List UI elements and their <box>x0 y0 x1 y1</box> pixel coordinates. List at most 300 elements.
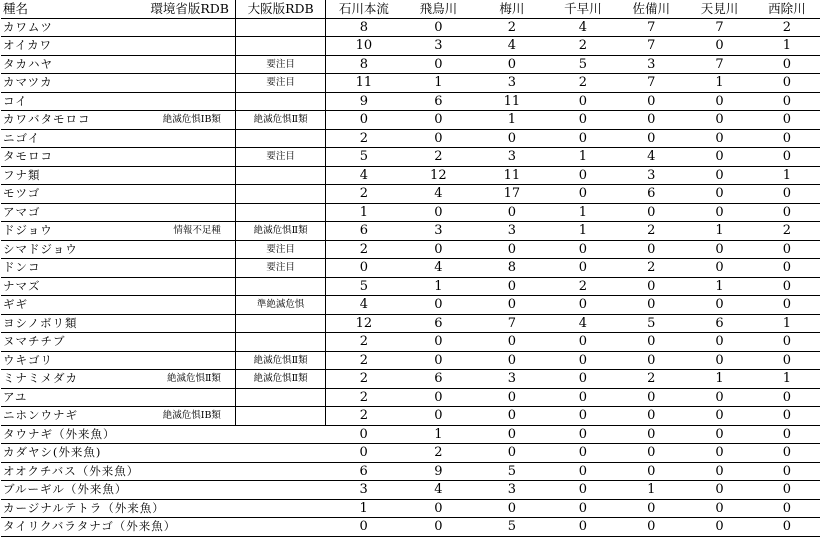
table-row <box>1 444 820 463</box>
count-cell: 2 <box>326 370 402 389</box>
count-cell: 0 <box>617 296 685 315</box>
count-cell: 9 <box>402 462 476 481</box>
table-row <box>1 370 820 389</box>
count-cell: 1 <box>402 74 476 93</box>
table-row <box>1 240 820 259</box>
env-rdb-status <box>125 185 235 204</box>
count-cell: 0 <box>475 351 549 370</box>
osaka-rdb-status <box>235 499 325 518</box>
count-cell: 1 <box>754 314 820 333</box>
count-cell: 0 <box>754 55 820 74</box>
count-cell: 0 <box>402 388 476 407</box>
count-cell: 0 <box>754 129 820 148</box>
count-cell: 0 <box>617 462 685 481</box>
count-cell: 2 <box>326 351 402 370</box>
count-cell: 5 <box>326 148 402 167</box>
count-cell: 0 <box>549 388 617 407</box>
count-cell: 0 <box>685 462 753 481</box>
count-cell: 0 <box>685 92 753 111</box>
count-cell: 8 <box>326 18 402 37</box>
table-row <box>1 388 820 407</box>
table-row <box>1 37 820 56</box>
count-cell: 0 <box>685 240 753 259</box>
count-cell: 0 <box>549 111 617 130</box>
count-cell: 0 <box>685 166 753 185</box>
species-name: ブルーギル（外来魚） <box>1 481 125 500</box>
count-cell: 3 <box>475 74 549 93</box>
osaka-rdb-status <box>235 166 325 185</box>
env-rdb-status <box>125 462 235 481</box>
count-cell: 2 <box>326 388 402 407</box>
site-header-nishiyoke: 西除川 <box>754 0 820 18</box>
env-rdb-status <box>125 351 235 370</box>
count-cell: 0 <box>402 333 476 352</box>
osaka-rdb-status: 要注目 <box>235 148 325 167</box>
count-cell: 2 <box>549 74 617 93</box>
table-row <box>1 333 820 352</box>
count-cell: 0 <box>475 425 549 444</box>
count-cell: 0 <box>754 111 820 130</box>
count-cell: 4 <box>617 148 685 167</box>
count-cell: 0 <box>402 296 476 315</box>
count-cell: 0 <box>617 425 685 444</box>
env-rdb-status <box>125 55 235 74</box>
count-cell: 0 <box>617 388 685 407</box>
count-cell: 0 <box>326 259 402 278</box>
env-rdb-status <box>125 74 235 93</box>
osaka-rdb-status <box>235 388 325 407</box>
osaka-rdb-status <box>235 481 325 500</box>
species-name: カージナルテトラ（外来魚） <box>1 499 125 518</box>
count-cell: 6 <box>402 370 476 389</box>
env-rdb-header: 環境省版RDB <box>125 0 235 18</box>
count-cell: 0 <box>754 518 820 537</box>
osaka-rdb-status <box>235 314 325 333</box>
count-cell: 0 <box>685 203 753 222</box>
count-cell: 2 <box>754 222 820 241</box>
count-cell: 0 <box>549 518 617 537</box>
count-cell: 4 <box>402 259 476 278</box>
count-cell: 10 <box>326 37 402 56</box>
count-cell: 0 <box>549 333 617 352</box>
count-cell: 0 <box>754 240 820 259</box>
table-row <box>1 481 820 500</box>
count-cell: 2 <box>326 129 402 148</box>
osaka-rdb-status <box>235 333 325 352</box>
table-row <box>1 296 820 315</box>
table-row <box>1 148 820 167</box>
count-cell: 2 <box>326 185 402 204</box>
count-cell: 0 <box>549 240 617 259</box>
count-cell: 2 <box>326 240 402 259</box>
env-rdb-status <box>125 314 235 333</box>
count-cell: 0 <box>549 166 617 185</box>
count-cell: 0 <box>754 185 820 204</box>
count-cell: 9 <box>326 92 402 111</box>
species-name: オイカワ <box>1 37 125 56</box>
count-cell: 0 <box>685 185 753 204</box>
count-cell: 0 <box>617 351 685 370</box>
count-cell: 0 <box>617 333 685 352</box>
species-name: カワムツ <box>1 18 125 37</box>
env-rdb-status: 情報不足種 <box>125 222 235 241</box>
count-cell: 2 <box>402 148 476 167</box>
table-row <box>1 129 820 148</box>
count-cell: 1 <box>549 222 617 241</box>
count-cell: 0 <box>402 499 476 518</box>
species-name: アマゴ <box>1 203 125 222</box>
count-cell: 7 <box>617 37 685 56</box>
table-row <box>1 351 820 370</box>
osaka-rdb-status: 絶滅危惧Ⅱ類 <box>235 370 325 389</box>
osaka-rdb-status <box>235 185 325 204</box>
count-cell: 5 <box>475 518 549 537</box>
count-cell: 0 <box>754 462 820 481</box>
count-cell: 0 <box>402 129 476 148</box>
count-cell: 0 <box>402 351 476 370</box>
env-rdb-status <box>125 203 235 222</box>
count-cell: 12 <box>402 166 476 185</box>
count-cell: 0 <box>617 240 685 259</box>
count-cell: 0 <box>685 296 753 315</box>
count-cell: 0 <box>475 55 549 74</box>
osaka-rdb-status: 絶滅危惧Ⅱ類 <box>235 111 325 130</box>
count-cell: 4 <box>326 166 402 185</box>
osaka-rdb-status <box>235 407 325 426</box>
count-cell: 0 <box>754 333 820 352</box>
osaka-rdb-status <box>235 129 325 148</box>
env-rdb-status <box>125 277 235 296</box>
env-rdb-status <box>125 425 235 444</box>
species-name: ヨシノボリ類 <box>1 314 125 333</box>
table-row <box>1 425 820 444</box>
env-rdb-status <box>125 481 235 500</box>
count-cell: 2 <box>475 18 549 37</box>
count-cell: 0 <box>617 499 685 518</box>
env-rdb-status <box>125 333 235 352</box>
osaka-rdb-header: 大阪版RDB <box>235 0 325 18</box>
count-cell: 0 <box>685 37 753 56</box>
env-rdb-status <box>125 240 235 259</box>
count-cell: 0 <box>617 407 685 426</box>
species-name: ナマズ <box>1 277 125 296</box>
count-cell: 1 <box>326 203 402 222</box>
species-name: タウナギ（外来魚） <box>1 425 125 444</box>
count-cell: 3 <box>326 481 402 500</box>
header-row <box>1 0 820 18</box>
count-cell: 7 <box>617 18 685 37</box>
count-cell: 0 <box>617 444 685 463</box>
species-name: ヌマチチブ <box>1 333 125 352</box>
count-cell: 0 <box>402 518 476 537</box>
count-cell: 0 <box>326 425 402 444</box>
count-cell: 1 <box>754 370 820 389</box>
species-name: モツゴ <box>1 185 125 204</box>
species-name: ミナミメダカ <box>1 370 125 389</box>
species-name: コイ <box>1 92 125 111</box>
count-cell: 3 <box>402 222 476 241</box>
count-cell: 1 <box>685 222 753 241</box>
count-cell: 0 <box>402 240 476 259</box>
count-cell: 0 <box>549 499 617 518</box>
species-name: アユ <box>1 388 125 407</box>
species-name: カワバタモロコ <box>1 111 125 130</box>
count-cell: 0 <box>685 351 753 370</box>
count-cell: 8 <box>326 55 402 74</box>
table-row <box>1 407 820 426</box>
osaka-rdb-status: 要注目 <box>235 240 325 259</box>
count-cell: 11 <box>326 74 402 93</box>
count-cell: 1 <box>402 277 476 296</box>
species-name: ウキゴリ <box>1 351 125 370</box>
count-cell: 1 <box>549 148 617 167</box>
species-name: カマツカ <box>1 74 125 93</box>
count-cell: 0 <box>685 148 753 167</box>
count-cell: 0 <box>326 444 402 463</box>
species-name: タモロコ <box>1 148 125 167</box>
table-row <box>1 203 820 222</box>
count-cell: 0 <box>549 351 617 370</box>
count-cell: 0 <box>475 333 549 352</box>
osaka-rdb-status <box>235 462 325 481</box>
count-cell: 0 <box>685 518 753 537</box>
count-cell: 0 <box>754 74 820 93</box>
count-cell: 2 <box>326 333 402 352</box>
count-cell: 5 <box>549 55 617 74</box>
env-rdb-status <box>125 18 235 37</box>
count-cell: 0 <box>617 111 685 130</box>
species-name: ギギ <box>1 296 125 315</box>
count-cell: 0 <box>685 444 753 463</box>
osaka-rdb-status: 要注目 <box>235 74 325 93</box>
env-rdb-status <box>125 166 235 185</box>
env-rdb-status <box>125 92 235 111</box>
table-row <box>1 18 820 37</box>
count-cell: 6 <box>326 222 402 241</box>
count-cell: 2 <box>549 37 617 56</box>
osaka-rdb-status: 絶滅危惧Ⅱ類 <box>235 222 325 241</box>
count-cell: 0 <box>685 481 753 500</box>
count-cell: 0 <box>549 259 617 278</box>
count-cell: 1 <box>685 370 753 389</box>
count-cell: 4 <box>549 314 617 333</box>
osaka-rdb-status <box>235 277 325 296</box>
table-row <box>1 55 820 74</box>
osaka-rdb-status <box>235 444 325 463</box>
table-row <box>1 185 820 204</box>
env-rdb-status <box>125 37 235 56</box>
table-row <box>1 222 820 241</box>
count-cell: 0 <box>754 296 820 315</box>
species-name: カダヤシ(外来魚) <box>1 444 125 463</box>
osaka-rdb-status <box>235 37 325 56</box>
count-cell: 1 <box>402 425 476 444</box>
count-cell: 0 <box>685 388 753 407</box>
count-cell: 0 <box>754 407 820 426</box>
osaka-rdb-status <box>235 92 325 111</box>
count-cell: 2 <box>326 407 402 426</box>
table-row <box>1 111 820 130</box>
count-cell: 0 <box>754 481 820 500</box>
count-cell: 0 <box>617 129 685 148</box>
species-name: オオクチバス（外来魚） <box>1 462 125 481</box>
table-row <box>1 462 820 481</box>
count-cell: 1 <box>685 277 753 296</box>
count-cell: 7 <box>685 55 753 74</box>
species-name: フナ類 <box>1 166 125 185</box>
osaka-rdb-status <box>235 518 325 537</box>
count-cell: 0 <box>685 333 753 352</box>
species-name: ドジョウ <box>1 222 125 241</box>
count-cell: 2 <box>549 277 617 296</box>
count-cell: 1 <box>754 37 820 56</box>
count-cell: 0 <box>326 518 402 537</box>
count-cell: 1 <box>475 111 549 130</box>
count-cell: 0 <box>402 407 476 426</box>
env-rdb-status: 絶滅危惧ⅠB類 <box>125 407 235 426</box>
count-cell: 17 <box>475 185 549 204</box>
count-cell: 0 <box>754 148 820 167</box>
count-cell: 0 <box>754 425 820 444</box>
count-cell: 0 <box>617 518 685 537</box>
env-rdb-status <box>125 148 235 167</box>
count-cell: 0 <box>685 499 753 518</box>
site-header-sabi: 佐備川 <box>617 0 685 18</box>
count-cell: 3 <box>617 166 685 185</box>
osaka-rdb-status <box>235 203 325 222</box>
env-rdb-status: 絶滅危惧Ⅱ類 <box>125 370 235 389</box>
count-cell: 0 <box>685 425 753 444</box>
count-cell: 0 <box>754 444 820 463</box>
count-cell: 5 <box>326 277 402 296</box>
osaka-rdb-status: 準絶滅危惧 <box>235 296 325 315</box>
count-cell: 5 <box>475 462 549 481</box>
count-cell: 0 <box>685 129 753 148</box>
count-cell: 8 <box>475 259 549 278</box>
osaka-rdb-status: 絶滅危惧Ⅱ類 <box>235 351 325 370</box>
count-cell: 7 <box>685 18 753 37</box>
count-cell: 0 <box>326 111 402 130</box>
count-cell: 7 <box>617 74 685 93</box>
count-cell: 0 <box>754 277 820 296</box>
count-cell: 0 <box>549 462 617 481</box>
count-cell: 0 <box>402 111 476 130</box>
count-cell: 6 <box>685 314 753 333</box>
count-cell: 0 <box>549 444 617 463</box>
env-rdb-status <box>125 259 235 278</box>
table-row <box>1 92 820 111</box>
count-cell: 0 <box>685 111 753 130</box>
table-row <box>1 314 820 333</box>
table-row <box>1 499 820 518</box>
count-cell: 6 <box>402 92 476 111</box>
count-cell: 1 <box>754 166 820 185</box>
count-cell: 0 <box>402 55 476 74</box>
species-name: タイリクバラタナゴ（外来魚） <box>1 518 125 537</box>
osaka-rdb-status <box>235 18 325 37</box>
env-rdb-status <box>125 388 235 407</box>
count-cell: 7 <box>475 314 549 333</box>
count-cell: 12 <box>326 314 402 333</box>
count-cell: 0 <box>475 129 549 148</box>
env-rdb-status: 絶滅危惧ⅠB類 <box>125 111 235 130</box>
count-cell: 4 <box>402 185 476 204</box>
count-cell: 0 <box>549 370 617 389</box>
count-cell: 11 <box>475 92 549 111</box>
osaka-rdb-status: 要注目 <box>235 259 325 278</box>
count-cell: 0 <box>549 129 617 148</box>
count-cell: 1 <box>549 203 617 222</box>
count-cell: 0 <box>685 407 753 426</box>
count-cell: 0 <box>617 92 685 111</box>
count-cell: 1 <box>685 74 753 93</box>
count-cell: 0 <box>475 277 549 296</box>
count-cell: 0 <box>475 407 549 426</box>
count-cell: 2 <box>754 18 820 37</box>
count-cell: 3 <box>402 37 476 56</box>
count-cell: 4 <box>549 18 617 37</box>
count-cell: 0 <box>549 296 617 315</box>
count-cell: 2 <box>617 259 685 278</box>
table-body <box>1 18 820 536</box>
count-cell: 0 <box>549 185 617 204</box>
site-header-ume: 梅川 <box>475 0 549 18</box>
count-cell: 0 <box>617 203 685 222</box>
table-row <box>1 259 820 278</box>
count-cell: 0 <box>475 499 549 518</box>
table-row <box>1 518 820 537</box>
osaka-rdb-status <box>235 425 325 444</box>
count-cell: 4 <box>326 296 402 315</box>
count-cell: 2 <box>617 222 685 241</box>
count-cell: 1 <box>326 499 402 518</box>
table-row <box>1 74 820 93</box>
count-cell: 4 <box>475 37 549 56</box>
count-cell: 0 <box>617 277 685 296</box>
count-cell: 5 <box>617 314 685 333</box>
count-cell: 0 <box>549 92 617 111</box>
count-cell: 3 <box>475 222 549 241</box>
count-cell: 0 <box>549 425 617 444</box>
species-name: ニホンウナギ <box>1 407 125 426</box>
species-name: ドンコ <box>1 259 125 278</box>
count-cell: 0 <box>402 18 476 37</box>
species-header: 種名 <box>1 0 125 18</box>
count-cell: 2 <box>402 444 476 463</box>
fish-survey-table <box>1 0 820 537</box>
species-name: タカハヤ <box>1 55 125 74</box>
count-cell: 0 <box>549 407 617 426</box>
count-cell: 6 <box>402 314 476 333</box>
count-cell: 4 <box>402 481 476 500</box>
site-header-chihaya: 千早川 <box>549 0 617 18</box>
count-cell: 0 <box>754 259 820 278</box>
count-cell: 3 <box>475 370 549 389</box>
count-cell: 0 <box>754 388 820 407</box>
count-cell: 0 <box>754 203 820 222</box>
env-rdb-status <box>125 444 235 463</box>
count-cell: 0 <box>475 296 549 315</box>
count-cell: 0 <box>754 351 820 370</box>
count-cell: 0 <box>475 240 549 259</box>
count-cell: 0 <box>475 444 549 463</box>
count-cell: 0 <box>549 481 617 500</box>
count-cell: 0 <box>754 92 820 111</box>
count-cell: 11 <box>475 166 549 185</box>
count-cell: 6 <box>326 462 402 481</box>
site-header-ishikawa: 石川本流 <box>326 0 402 18</box>
count-cell: 0 <box>754 499 820 518</box>
